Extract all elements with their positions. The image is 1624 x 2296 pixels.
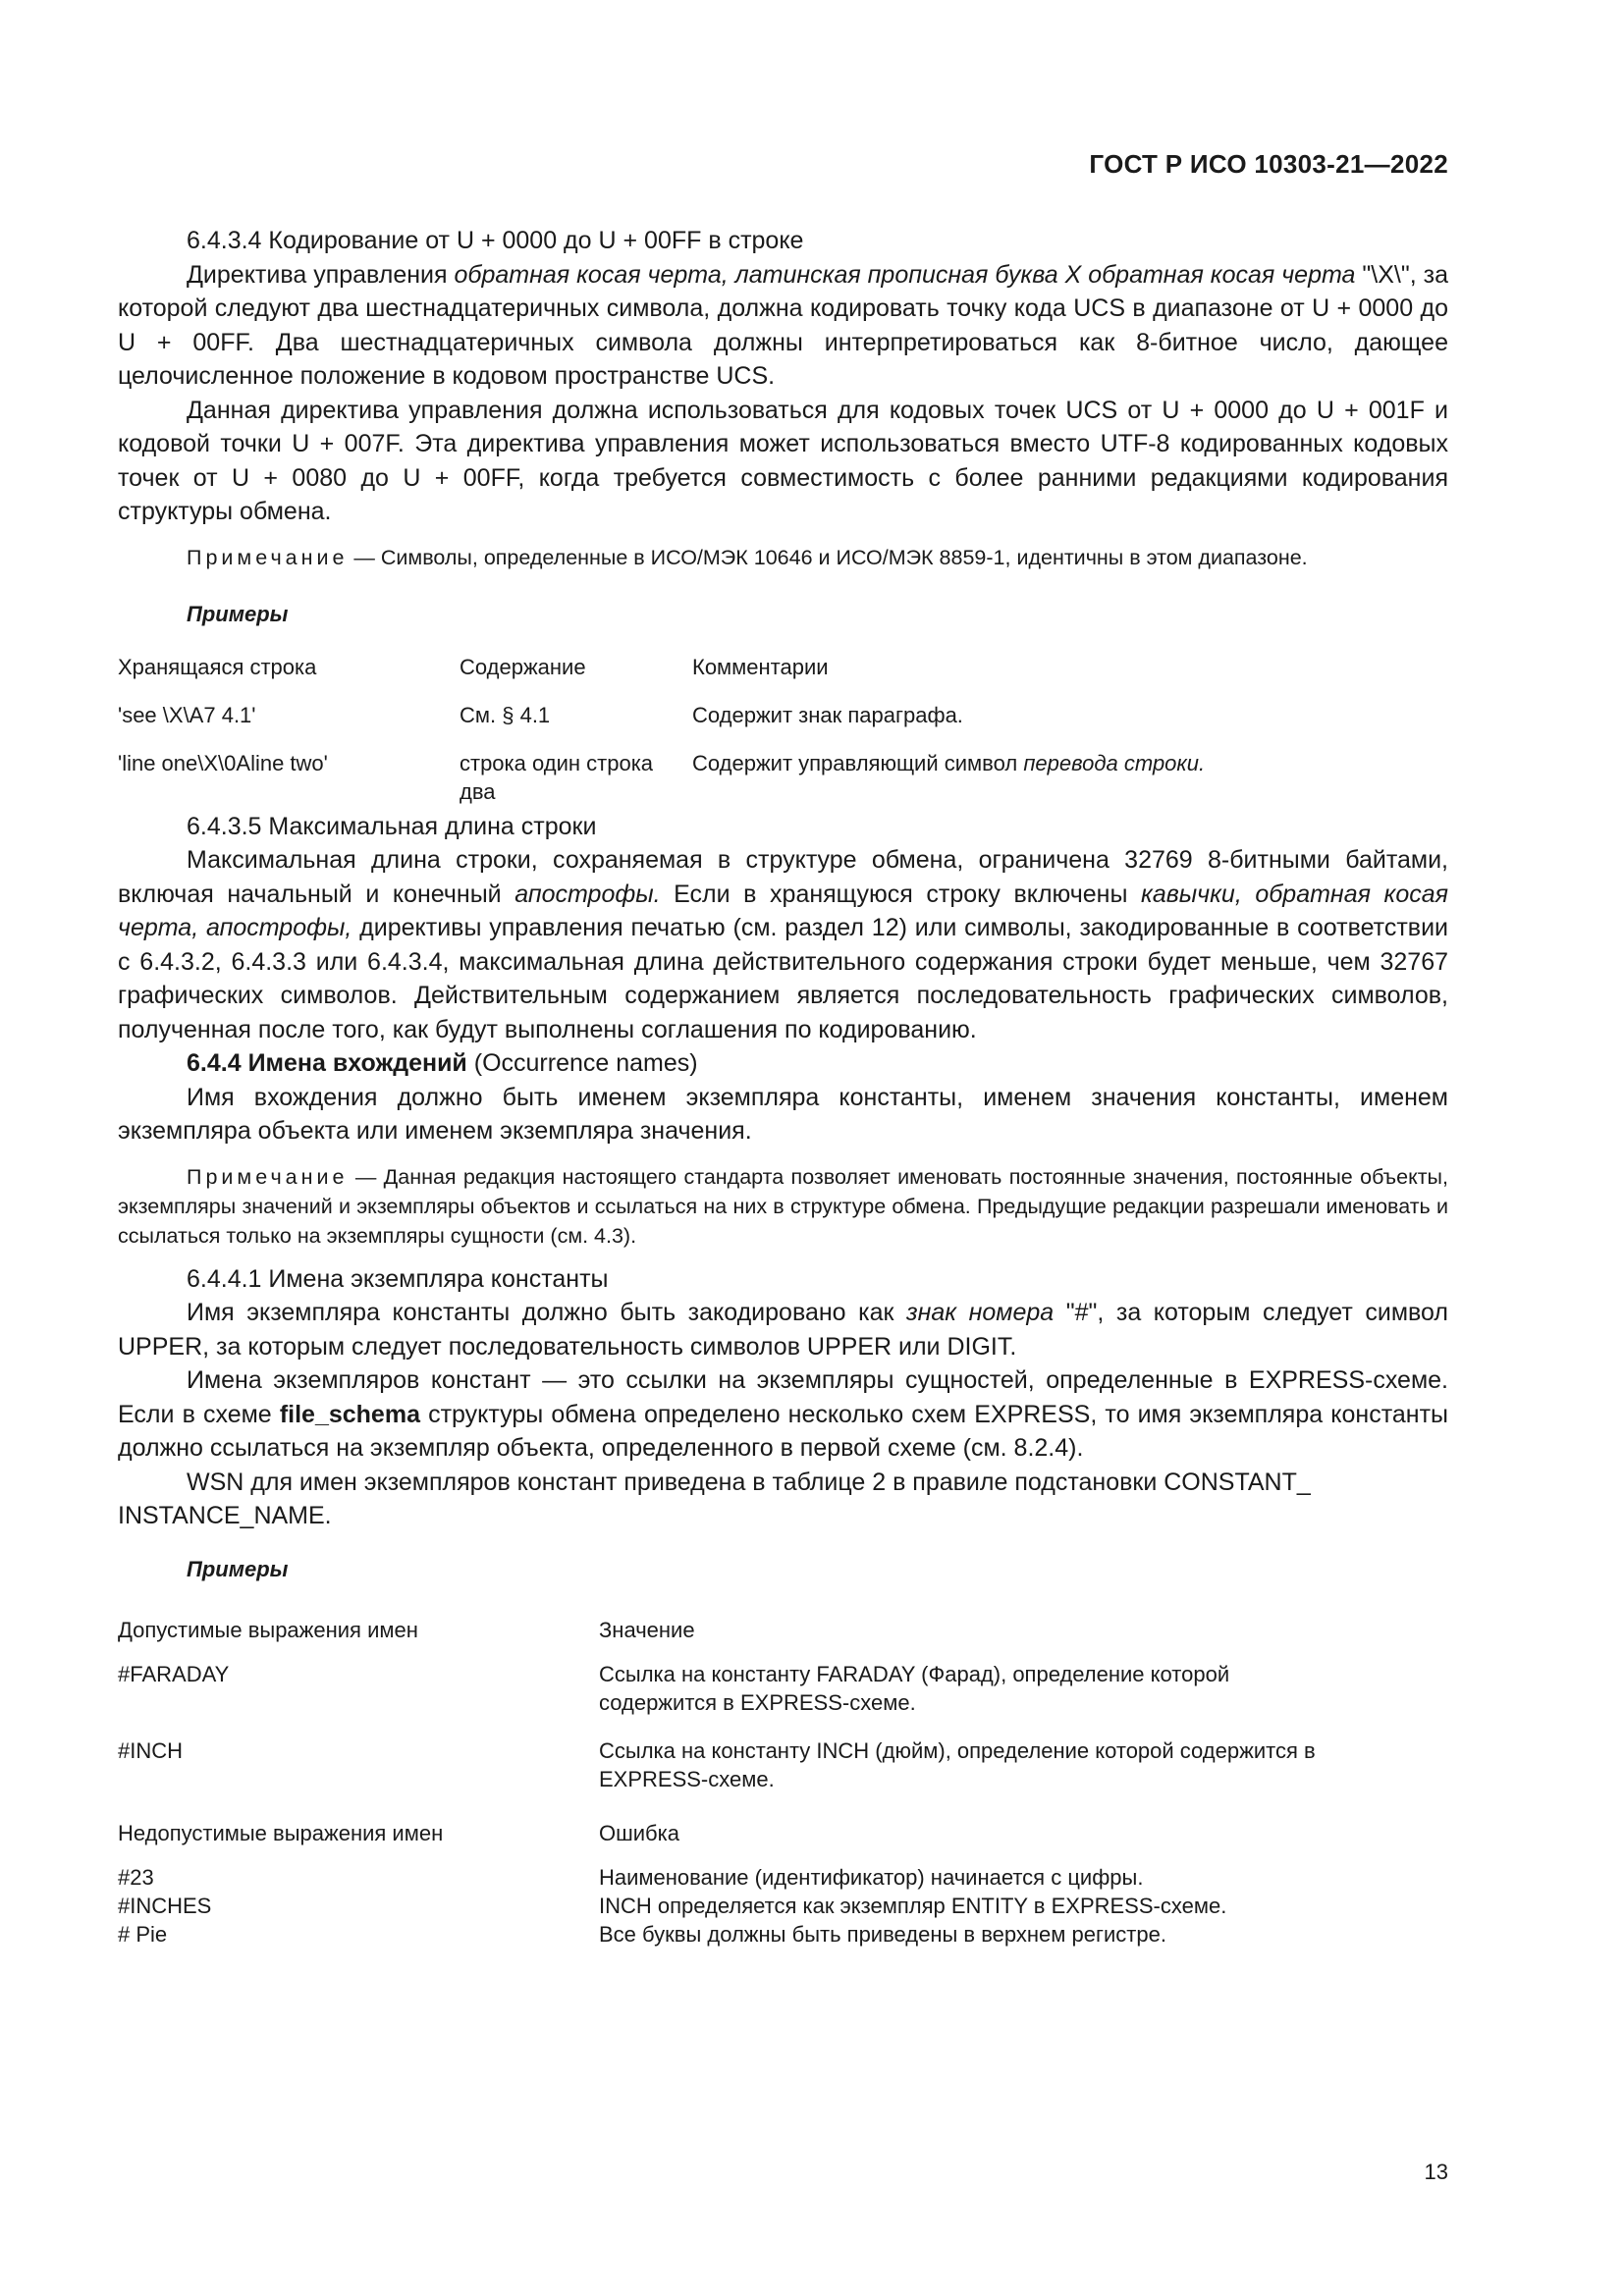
table-row xyxy=(118,1920,1448,1949)
valid-names-header-row xyxy=(118,1616,1448,1644)
paragraph-6441-1: Имя экземпляра константы должно быть закодировано как знак номера "#", за которым следует символ UPPER, за которым следует последовательность символов UPPER или DIGIT. xyxy=(118,1299,1448,1361)
note-644: Примечание — Данная редакция настоящего стандарта позволяет именовать постоянные значения, постоянные объекты, экземпляры значений и экземпляры объектов и ссылаться на них в структуре обмена. Предыдущие редакции разрешали именовать и ссылаться только на экземпляры сущности (см. 4.3). xyxy=(118,1164,1448,1248)
cell-stored: 'line one\X\0Aline two' xyxy=(118,750,328,775)
cell-error: INCH определяется как экземпляр ENTITY в EXPRESS-схеме. xyxy=(599,1893,1227,1918)
document-id-header: ГОСТ Р ИСО 10303-21—2022 xyxy=(1089,149,1448,179)
note-6434: Примечание — Символы, определенные в ИСО/МЭК 10646 и ИСО/МЭК 8859-1, идентичны в этом диапазоне. xyxy=(187,545,1308,569)
paragraph-6434-2: Данная директива управления должна использоваться для кодовых точек UCS от U + 0000 до U + 001F и кодовой точки U + 007F. Эта директива управления может использоваться вместо UTF-8 кодированных кодовых точек от U + 0080 до U + 00FF, когда требуется совместимость с более ранними редакциями кодирования структуры обмена. xyxy=(118,396,1448,525)
examples-table-2 xyxy=(118,1616,1448,1949)
col-header-comments: Комментарии xyxy=(692,654,829,679)
paragraph-6441-2: Имена экземпляров констант — это ссылки на экземпляры сущностей, определенные в EXPRESS-схеме. Если в схеме file_schema структуры обмена определено несколько схем EXPRESS, то имя экземпляра константы должно ссылаться на экземпляр объекта, определенного в первой схеме (см. 8.2.4). xyxy=(118,1366,1448,1462)
paragraph-6441-3: WSN для имен экземпляров констант приведена в таблице 2 в правиле подстановки CONSTANT_ INSTANCE_NAME. xyxy=(118,1468,1311,1529)
cell-error: Наименование (идентификатор) начинается с цифры. xyxy=(599,1864,1144,1890)
table-row xyxy=(118,749,1448,806)
paragraph-6435: Максимальная длина строки, сохраняемая в структуре обмена, ограничена 32769 8-битными байтами, включая начальный и конечный апострофы. Если в хранящуюся строку включены кавычки, обратная косая черта, апострофы, директивы управления печатью (см. раздел 12) или символы, закодированные в соответствии с 6.4.3.2, 6.4.3.3 или 6.4.3.4, максимальная длина действительного содержания строки будет меньше, чем 32767 графических символов. Действительным содержанием является последовательность графических символов, полученная после того, как будут выполнены соглашения по кодированию. xyxy=(118,846,1448,1043)
examples-title-2: Примеры xyxy=(187,1556,289,1581)
page-number: 13 xyxy=(1424,2160,1448,2184)
examples-table-1 xyxy=(118,653,1448,806)
cell-content: строка один строка два xyxy=(460,750,654,804)
heading-6441: 6.4.4.1 Имена экземпляра константы xyxy=(187,1264,609,1293)
paragraph-644: Имя вхождения должно быть именем экземпляра константы, именем значения константы, именем экземпляра объекта или именем экземпляра значения. xyxy=(118,1083,1448,1145)
heading-6434: 6.4.3.4 Кодирование от U + 0000 до U + 00FF в строке xyxy=(187,227,804,254)
table-row xyxy=(118,1892,1448,1920)
cell-name: #INCHES xyxy=(118,1893,212,1918)
col-header-content: Содержание xyxy=(460,654,586,679)
cell-meaning: Ссылка на константу INCH (дюйм), определение которой содержится в EXPRESS-схеме. xyxy=(599,1737,1316,1791)
cell-name: #FARADAY xyxy=(118,1661,230,1686)
invalid-names-header-row xyxy=(118,1819,1448,1847)
cell-name: # Pie xyxy=(118,1921,168,1947)
cell-meaning: Ссылка на константу FARADAY (Фарад), определение которой содержится в EXPRESS-схеме. xyxy=(599,1661,1230,1715)
cell-error: Все буквы должны быть приведены в верхнем регистре. xyxy=(599,1921,1166,1947)
col-header-valid-names: Допустимые выражения имен xyxy=(118,1617,418,1642)
col-header-meaning: Значение xyxy=(599,1617,695,1642)
col-header-error: Ошибка xyxy=(599,1820,679,1845)
table-row xyxy=(118,1660,1448,1717)
table-row xyxy=(118,701,1448,729)
col-header-invalid-names: Недопустимые выражения имен xyxy=(118,1820,444,1845)
heading-644: 6.4.4 Имена вхождений (Occurrence names) xyxy=(187,1049,698,1077)
cell-comment: Содержит управляющий символ перевода строки. xyxy=(692,750,1206,775)
cell-stored: 'see \X\A7 4.1' xyxy=(118,702,256,727)
document-page xyxy=(118,0,1448,2296)
table-header-row xyxy=(118,653,1448,681)
cell-name: #INCH xyxy=(118,1737,184,1763)
cell-comment: Содержит знак параграфа. xyxy=(692,702,963,727)
examples-title-1: Примеры xyxy=(187,601,289,626)
cell-name: #23 xyxy=(118,1864,154,1890)
heading-6435: 6.4.3.5 Максимальная длина строки xyxy=(187,812,597,840)
table-row xyxy=(118,1736,1448,1793)
paragraph-6434-1: Директива управления обратная косая черта, латинская прописная буква X обратная косая черта "\X\", за которой следуют два шестнадцатеричных символа, должна кодировать точку кода UCS в диапазоне от U + 0000 до U + 00FF. Два шестнадцатеричных символа должны интерпретироваться как 8-битное число, дающее целочисленное положение в кодовом пространстве UCS. xyxy=(118,260,1448,390)
page-content xyxy=(118,224,1448,1949)
table-row xyxy=(118,1863,1448,1892)
col-header-stored: Хранящаяся строка xyxy=(118,654,317,679)
cell-content: См. § 4.1 xyxy=(460,702,551,727)
